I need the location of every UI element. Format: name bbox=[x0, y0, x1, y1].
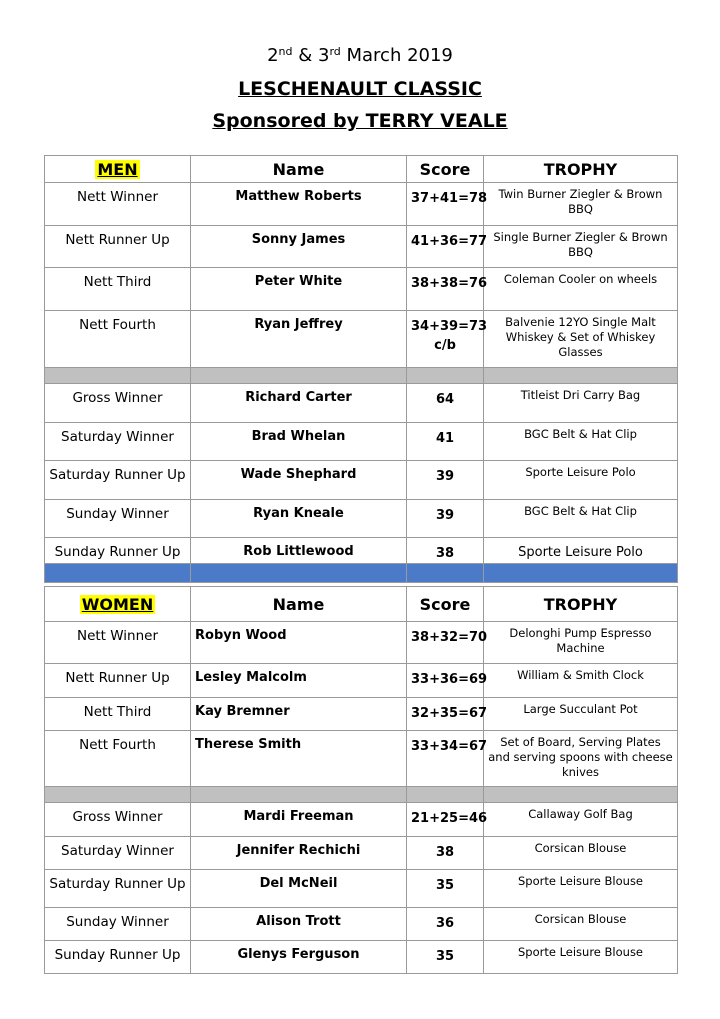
player-name: Mardi Freeman bbox=[191, 803, 407, 837]
trophy: Large Succulant Pot bbox=[484, 698, 678, 731]
score: 32+35=67 bbox=[407, 698, 484, 731]
trophy: Set of Board, Serving Plates and serving spoons with cheese knives bbox=[484, 731, 678, 787]
score: 41 bbox=[407, 423, 484, 461]
table-row bbox=[45, 311, 678, 368]
score: 35 bbox=[407, 870, 484, 908]
trophy: BGC Belt & Hat Clip bbox=[484, 423, 678, 461]
category: Nett Third bbox=[45, 698, 191, 731]
table-row bbox=[45, 423, 678, 461]
table-row bbox=[45, 731, 678, 787]
category: Nett Runner Up bbox=[45, 664, 191, 698]
score: 36 bbox=[407, 908, 484, 941]
trophy: Callaway Golf Bag bbox=[484, 803, 678, 837]
category: Saturday Winner bbox=[45, 423, 191, 461]
player-name: Jennifer Rechichi bbox=[191, 837, 407, 870]
score: 38+32=70 bbox=[407, 622, 484, 664]
category: Sunday Winner bbox=[45, 500, 191, 538]
table-row bbox=[45, 908, 678, 941]
men-results-table bbox=[44, 155, 678, 583]
event-sponsor: Sponsored by TERRY VEALE bbox=[212, 110, 508, 132]
trophy: Sporte Leisure Polo bbox=[484, 538, 678, 564]
player-name: Rob Littlewood bbox=[191, 538, 407, 564]
trophy: Coleman Cooler on wheels bbox=[484, 268, 678, 311]
score: 64 bbox=[407, 384, 484, 423]
table-row bbox=[45, 803, 678, 837]
trophy: Corsican Blouse bbox=[484, 837, 678, 870]
trophy: Balvenie 12YO Single Malt Whiskey & Set of Whiskey Glasses bbox=[484, 311, 678, 368]
table-row bbox=[45, 538, 678, 564]
player-name: Ryan Kneale bbox=[191, 500, 407, 538]
trophy: William & Smith Clock bbox=[484, 664, 678, 698]
player-name: Richard Carter bbox=[191, 384, 407, 423]
women-col-trophy: TROPHY bbox=[484, 587, 678, 622]
table-row bbox=[45, 941, 678, 974]
trophy: Titleist Dri Carry Bag bbox=[484, 384, 678, 423]
score: 21+25=46 bbox=[407, 803, 484, 837]
score: 37+41=78 bbox=[407, 183, 484, 226]
separator-row bbox=[45, 787, 678, 803]
women-results-table bbox=[44, 586, 678, 974]
women-heading-cell bbox=[45, 587, 191, 622]
trophy: BGC Belt & Hat Clip bbox=[484, 500, 678, 538]
category: Gross Winner bbox=[45, 803, 191, 837]
table-row bbox=[45, 622, 678, 664]
women-heading: WOMEN bbox=[81, 594, 154, 614]
player-name: Del McNeil bbox=[191, 870, 407, 908]
category: Sunday Runner Up bbox=[45, 538, 191, 564]
player-name: Sonny James bbox=[191, 226, 407, 268]
player-name: Therese Smith bbox=[191, 731, 407, 787]
men-heading: MEN bbox=[97, 159, 138, 179]
trophy: Sporte Leisure Polo bbox=[484, 461, 678, 500]
player-name: Peter White bbox=[191, 268, 407, 311]
score: 38 bbox=[407, 837, 484, 870]
score: 33+34=67 bbox=[407, 731, 484, 787]
table-row bbox=[45, 226, 678, 268]
player-name: Glenys Ferguson bbox=[191, 941, 407, 974]
trophy: Corsican Blouse bbox=[484, 908, 678, 941]
table-row bbox=[45, 870, 678, 908]
category: Saturday Runner Up bbox=[45, 870, 191, 908]
score: 38 bbox=[407, 538, 484, 564]
category: Nett Third bbox=[45, 268, 191, 311]
table-row bbox=[45, 698, 678, 731]
men-header-row bbox=[45, 156, 678, 183]
table-row bbox=[45, 268, 678, 311]
player-name: Brad Whelan bbox=[191, 423, 407, 461]
score: 39 bbox=[407, 461, 484, 500]
trophy: Twin Burner Ziegler & Brown BBQ bbox=[484, 183, 678, 226]
category: Nett Runner Up bbox=[45, 226, 191, 268]
table-row bbox=[45, 461, 678, 500]
women-header-row bbox=[45, 587, 678, 622]
women-col-score: Score bbox=[407, 587, 484, 622]
category: Saturday Runner Up bbox=[45, 461, 191, 500]
score: 41+36=77 bbox=[407, 226, 484, 268]
category: Nett Fourth bbox=[45, 731, 191, 787]
player-name: Wade Shephard bbox=[191, 461, 407, 500]
trophy: Delonghi Pump Espresso Machine bbox=[484, 622, 678, 664]
score: 33+36=69 bbox=[407, 664, 484, 698]
event-title: LESCHENAULT CLASSIC bbox=[238, 78, 482, 100]
table-row bbox=[45, 500, 678, 538]
player-name: Ryan Jeffrey bbox=[191, 311, 407, 368]
table-row bbox=[45, 384, 678, 423]
table-row bbox=[45, 664, 678, 698]
score: 39 bbox=[407, 500, 484, 538]
women-col-name: Name bbox=[191, 587, 407, 622]
player-name: Lesley Malcolm bbox=[191, 664, 407, 698]
score: 35 bbox=[407, 941, 484, 974]
player-name: Robyn Wood bbox=[191, 622, 407, 664]
table-row bbox=[45, 837, 678, 870]
men-heading-cell bbox=[45, 156, 191, 183]
separator-row bbox=[45, 368, 678, 384]
trophy: Sporte Leisure Blouse bbox=[484, 941, 678, 974]
category: Saturday Winner bbox=[45, 837, 191, 870]
player-name: Alison Trott bbox=[191, 908, 407, 941]
category: Gross Winner bbox=[45, 384, 191, 423]
player-name: Kay Bremner bbox=[191, 698, 407, 731]
category: Sunday Runner Up bbox=[45, 941, 191, 974]
event-date: 2nd & 3rd March 2019 bbox=[267, 45, 453, 66]
category: Nett Winner bbox=[45, 183, 191, 226]
men-col-trophy: TROPHY bbox=[484, 156, 678, 183]
section-divider bbox=[45, 564, 678, 583]
trophy: Sporte Leisure Blouse bbox=[484, 870, 678, 908]
men-col-score: Score bbox=[407, 156, 484, 183]
category: Sunday Winner bbox=[45, 908, 191, 941]
category: Nett Fourth bbox=[45, 311, 191, 368]
trophy: Single Burner Ziegler & Brown BBQ bbox=[484, 226, 678, 268]
score: 34+39=73 c/b bbox=[407, 311, 484, 368]
score: 38+38=76 bbox=[407, 268, 484, 311]
men-col-name: Name bbox=[191, 156, 407, 183]
player-name: Matthew Roberts bbox=[191, 183, 407, 226]
table-row bbox=[45, 183, 678, 226]
category: Nett Winner bbox=[45, 622, 191, 664]
